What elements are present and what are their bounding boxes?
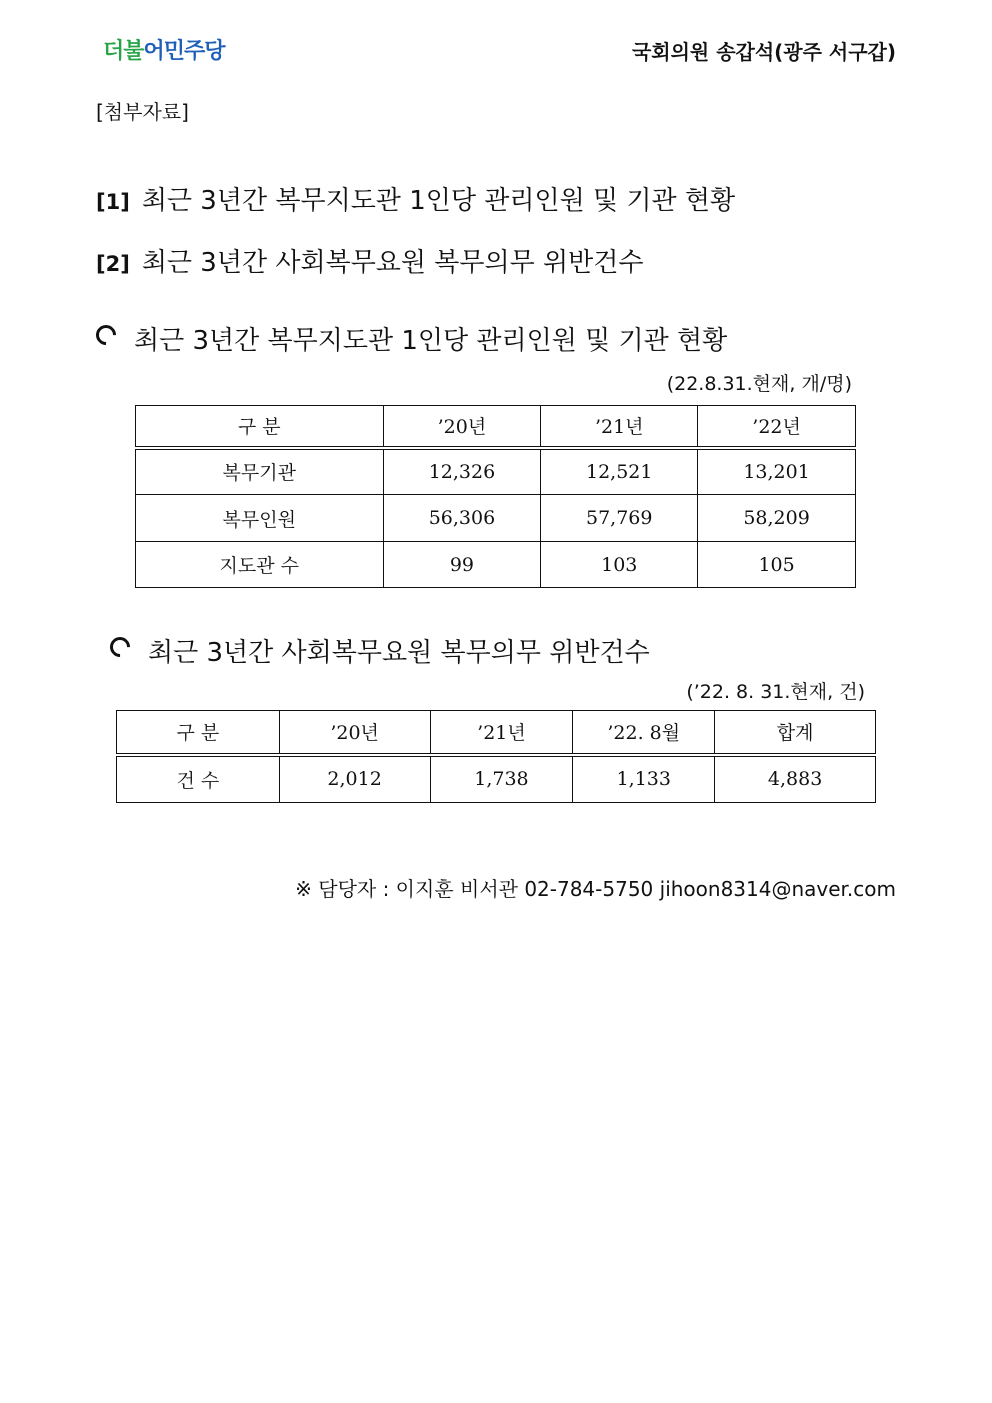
header-cell: 합계 (715, 711, 876, 755)
item-1-text: 최근 3년간 복무지도관 1인당 관리인원 및 기관 현황 (141, 186, 736, 216)
section1-table (135, 405, 856, 588)
section2-table (116, 710, 876, 803)
table-cell: 56,306 (383, 495, 541, 542)
section2-unit: (’22. 8. 31.현재, 건) (686, 681, 865, 703)
table-row (117, 755, 876, 803)
table-row (136, 542, 856, 588)
table-cell: 13,201 (698, 448, 856, 495)
header-cell: ’20년 (279, 711, 430, 755)
table-cell: 4,883 (715, 755, 876, 803)
contact-info: ※ 담당자 : 이지훈 비서관 02-784-5750 jihoon8314@naver.com (295, 877, 896, 901)
item-1 (96, 180, 735, 217)
header-cell: 구 분 (136, 406, 384, 448)
row-label: 복무기관 (136, 448, 384, 495)
section1-title (96, 320, 727, 357)
header-cell: 구 분 (117, 711, 280, 755)
party-logo (103, 34, 225, 65)
item-1-number: [1] (96, 190, 130, 214)
header-cell: ’21년 (541, 406, 698, 448)
row-label: 건 수 (117, 755, 280, 803)
header-cell: ’22년 (698, 406, 856, 448)
table-cell: 12,326 (383, 448, 541, 495)
table-row (136, 495, 856, 542)
table-cell: 2,012 (279, 755, 430, 803)
item-2-text: 최근 3년간 사회복무요원 복무의무 위반건수 (141, 248, 644, 278)
table-row (136, 448, 856, 495)
section2-title (110, 632, 650, 669)
table-cell: 99 (383, 542, 541, 588)
header-cell: ’22. 8월 (573, 711, 715, 755)
table-header-row (136, 406, 856, 448)
item-2-number: [2] (96, 252, 130, 276)
row-label: 복무인원 (136, 495, 384, 542)
table-cell: 57,769 (541, 495, 698, 542)
table-cell: 103 (541, 542, 698, 588)
member-name: 국회의원 송갑석(광주 서구갑) (631, 40, 896, 64)
section1-title-text: 최근 3년간 복무지도관 1인당 관리인원 및 기관 현황 (134, 326, 728, 356)
table-cell: 1,133 (573, 755, 715, 803)
table-cell: 58,209 (698, 495, 856, 542)
section2-title-text: 최근 3년간 사회복무요원 복무의무 위반건수 (148, 638, 650, 668)
table-cell: 1,738 (430, 755, 573, 803)
party-logo-text: 더불어민주당 (103, 39, 225, 64)
header-cell: ’21년 (430, 711, 573, 755)
item-2 (96, 242, 644, 279)
section1-unit: (22.8.31.현재, 개/명) (666, 373, 852, 395)
row-label: 지도관 수 (136, 542, 384, 588)
circle-bullet-icon (92, 321, 120, 349)
table-header-row (117, 711, 876, 755)
circle-bullet-icon (106, 633, 134, 661)
table-cell: 12,521 (541, 448, 698, 495)
attachment-label: [첨부자료] (96, 100, 189, 124)
header-cell: ’20년 (383, 406, 541, 448)
table-cell: 105 (698, 542, 856, 588)
